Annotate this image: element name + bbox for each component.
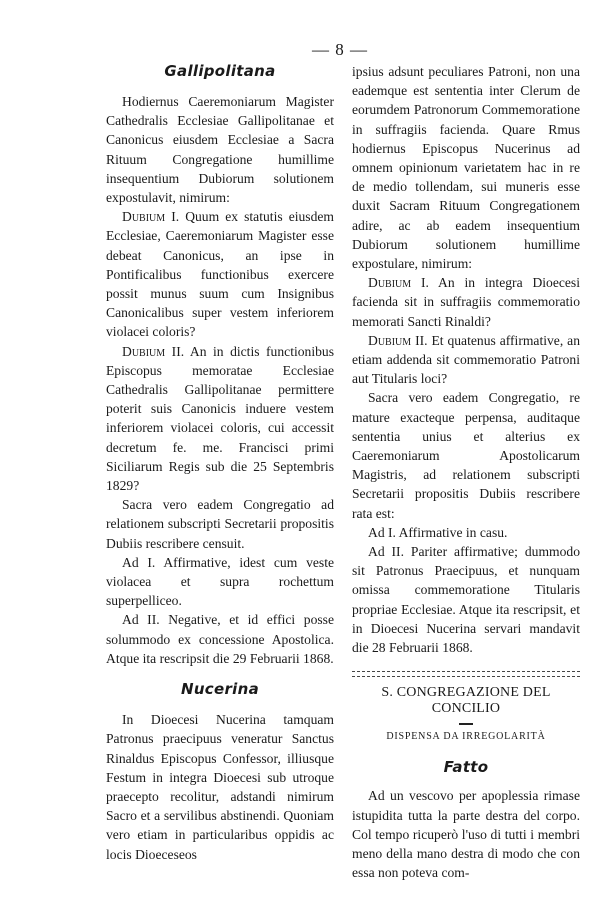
response-paragraph: Ad I. Affirmative in casu. <box>368 524 508 540</box>
paragraph: Hodiernus Caeremoniarum Magister Cathedralis Ecclesiae Gallipolitanae et Canonicus eiusdem Ecclesiae a Sacra Rituum Congregatione humillime insequentium Dubiorum solutionem expostulavit, nimirum: <box>106 94 334 206</box>
left-column <box>106 62 334 864</box>
short-rule <box>459 723 473 725</box>
section-title-gallipolitana: Gallipolitana <box>164 62 276 80</box>
congregation-title: S. CONGREGAZIONE DEL CONCILIO <box>381 685 551 717</box>
paragraph: Sacra vero eadem Congregatio ad relationem subscripti Secretarii propositis Dubiis rescribere censuit. <box>106 497 334 551</box>
response-paragraph: Ad II. Negative, et id effici posse solummodo ex concessione Apostolica. Atque ita rescripsit die 29 Februarii 1868. <box>106 612 334 666</box>
dubium-label: Dubium <box>122 209 166 225</box>
response-paragraph: Ad II. Pariter affirmative; dummodo sit Patronus Praecipuus, et nunquam omissa commemoratione Titularis propriae Ecclesiae. Atque ita rescripsit, et in Dioecesi Nucerina servari mandavit die 28 Februarii 1868. <box>352 544 580 656</box>
paragraph: Sacra vero eadem Congregatio, re mature exacteque perpensa, auditaque sententia unius et alterius ex Caeremoniarum Apostolicarum Magistris, ad relationem subscripti Secretarii propositis Dubiis rescribere rata est: <box>352 390 580 521</box>
right-column <box>352 62 580 882</box>
section-title-nucerina: Nucerina <box>180 680 260 699</box>
dubium-paragraph: Dubium I. Quum ex statutis eiusdem Ecclesiae, Caeremoniarum Magister esse debeat Canonicus, an ipse in Pontificalibus functionibus exercere possit munus suum cum Insignibus Canonicalibus super vestem inferiorem violacei coloris? <box>106 209 334 340</box>
response-paragraph: Ad I. Affirmative, idest cum veste violacea et supra rochettum superpelliceo. <box>106 554 334 609</box>
page-number: — 8 — <box>312 40 368 59</box>
paragraph: ipsius adsunt peculiares Patroni, non una eademque est sententia inter Clerum de eorumdem Patronorum Commemoratione in suffragiis facienda. Quare Rmus hodiernus Episcopus Nucerinus ad omnem opinionum varietatem hac in re de medio tollendam, sui muneris esse duxit Sacram Rituum Congregationem adire, ac ab eadem insequentium Dubiorum solutionem humillime expostulare, nimirum: <box>352 64 580 272</box>
dubium-label: Dubium <box>368 275 412 291</box>
subtitle: DISPENSA DA IRREGOLARITÀ <box>386 731 546 743</box>
dubium-paragraph: Dubium I. An in integra Dioecesi facienda sit in suffragiis commemoratio memorati Sancti Rinaldi? <box>352 275 580 329</box>
section-title-fatto: Fatto <box>443 758 489 777</box>
paragraph: In Dioecesi Nucerina tamquam Patronus praecipuus veneratur Sanctus Rinaldus Episcopus Confessor, illiusque Festum in integra Dioecesi sub utroque praecepto recolitur, adstandi nimirum Sacro et a servilibus abstinendi. Quoniam vero etiam in particularibus oppidis ac locis Dioeceseos <box>106 712 334 862</box>
dubium-label: Dubium <box>368 332 412 348</box>
section-divider <box>352 671 580 677</box>
dubium-label: Dubium <box>122 343 166 359</box>
gallipolitana-body <box>106 92 334 668</box>
dubium-paragraph: Dubium II. Et quatenus affirmative, an etiam addenda sit commemoratio Patroni aut Titularis loci? <box>352 332 580 387</box>
paragraph: Ad un vescovo per apoplessia rimase istupidita tutta la parte destra del corpo. Col tempo ricuperò l'uso di tutti i membri meno della mano destra di modo che con essa non poteva com- <box>352 788 580 881</box>
nucerina-body <box>106 710 334 864</box>
dubium-paragraph: Dubium II. An in dictis functionibus Episcopus memoratae Ecclesiae Cathedralis Gallipolitanae permittere poterit suis Canonicis induere vestem inferiorem violacei coloris, cui accessit decretum fe. me. Francisci primi Siciliarum Regis sub die 25 Septembris 1829? <box>106 343 334 494</box>
